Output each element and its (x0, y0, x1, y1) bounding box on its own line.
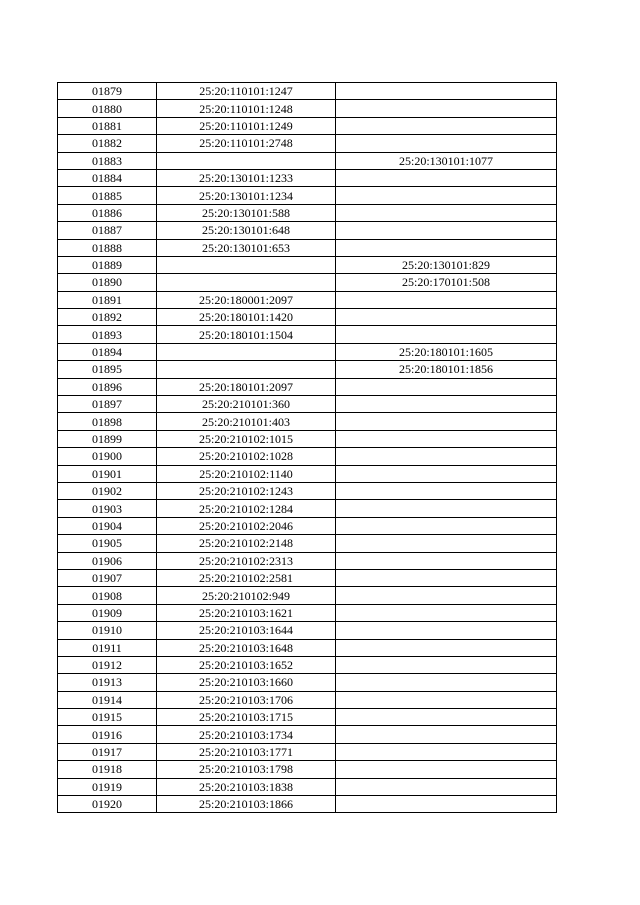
cadastral-number-alt-cell (336, 778, 557, 795)
row-number-cell: 01911 (58, 639, 157, 656)
cadastral-number-cell: 25:20:210102:1243 (157, 482, 336, 499)
row-number-cell: 01914 (58, 691, 157, 708)
cadastral-number-cell: 25:20:210102:949 (157, 587, 336, 604)
row-number-cell: 01915 (58, 709, 157, 726)
cadastral-number-alt-cell: 25:20:180101:1605 (336, 343, 557, 360)
table-row (58, 500, 557, 517)
table-row (58, 552, 557, 569)
cadastral-number-alt-cell (336, 569, 557, 586)
table-row (58, 378, 557, 395)
table-row (58, 187, 557, 204)
cadastral-number-cell: 25:20:210102:2046 (157, 517, 336, 534)
cadastral-number-alt-cell (336, 691, 557, 708)
table-body (58, 83, 557, 813)
row-number-cell: 01879 (58, 83, 157, 100)
row-number-cell: 01898 (58, 413, 157, 430)
row-number-cell: 01881 (58, 117, 157, 134)
cadastral-number-alt-cell (336, 326, 557, 343)
cadastral-number-cell: 25:20:210103:1652 (157, 656, 336, 673)
cadastral-number-cell: 25:20:210102:1028 (157, 448, 336, 465)
cadastral-number-alt-cell: 25:20:130101:1077 (336, 152, 557, 169)
cadastral-number-cell: 25:20:130101:1234 (157, 187, 336, 204)
cadastral-number-alt-cell (336, 187, 557, 204)
row-number-cell: 01910 (58, 622, 157, 639)
cadastral-number-cell: 25:20:110101:1249 (157, 117, 336, 134)
cadastral-number-cell: 25:20:210101:403 (157, 413, 336, 430)
cadastral-number-alt-cell (336, 465, 557, 482)
cadastral-number-alt-cell: 25:20:180101:1856 (336, 361, 557, 378)
cadastral-number-cell: 25:20:180001:2097 (157, 291, 336, 308)
cadastral-number-cell (157, 256, 336, 273)
cadastral-number-cell: 25:20:130101:653 (157, 239, 336, 256)
row-number-cell: 01909 (58, 604, 157, 621)
cadastral-number-alt-cell (336, 204, 557, 221)
cadastral-number-alt-cell (336, 100, 557, 117)
row-number-cell: 01904 (58, 517, 157, 534)
cadastral-number-cell: 25:20:210102:2313 (157, 552, 336, 569)
table-row (58, 204, 557, 221)
row-number-cell: 01894 (58, 343, 157, 360)
row-number-cell: 01917 (58, 743, 157, 760)
row-number-cell: 01884 (58, 169, 157, 186)
cadastral-number-alt-cell (336, 674, 557, 691)
cadastral-number-cell: 25:20:180101:1504 (157, 326, 336, 343)
table-row (58, 274, 557, 291)
row-number-cell: 01903 (58, 500, 157, 517)
cadastral-number-alt-cell (336, 796, 557, 813)
cadastral-number-alt-cell (336, 378, 557, 395)
row-number-cell: 01885 (58, 187, 157, 204)
cadastral-number-cell: 25:20:210103:1771 (157, 743, 336, 760)
cadastral-number-cell: 25:20:210102:2148 (157, 535, 336, 552)
table-row (58, 517, 557, 534)
cadastral-number-alt-cell (336, 430, 557, 447)
cadastral-number-alt-cell (336, 135, 557, 152)
cadastral-number-alt-cell (336, 639, 557, 656)
row-number-cell: 01905 (58, 535, 157, 552)
cadastral-number-cell: 25:20:210103:1644 (157, 622, 336, 639)
row-number-cell: 01901 (58, 465, 157, 482)
row-number-cell: 01900 (58, 448, 157, 465)
cadastral-number-alt-cell (336, 83, 557, 100)
table-row (58, 169, 557, 186)
row-number-cell: 01891 (58, 291, 157, 308)
row-number-cell: 01883 (58, 152, 157, 169)
cadastral-number-cell: 25:20:210102:1284 (157, 500, 336, 517)
row-number-cell: 01888 (58, 239, 157, 256)
table-row (58, 100, 557, 117)
cadastral-number-alt-cell (336, 743, 557, 760)
cadastral-number-cell: 25:20:210103:1706 (157, 691, 336, 708)
table-row (58, 448, 557, 465)
cadastral-number-alt-cell (336, 726, 557, 743)
table-row (58, 361, 557, 378)
row-number-cell: 01897 (58, 396, 157, 413)
table-row (58, 83, 557, 100)
row-number-cell: 01916 (58, 726, 157, 743)
cadastral-number-cell: 25:20:130101:648 (157, 222, 336, 239)
table-row (58, 674, 557, 691)
row-number-cell: 01899 (58, 430, 157, 447)
row-number-cell: 01912 (58, 656, 157, 673)
table-row (58, 587, 557, 604)
row-number-cell: 01890 (58, 274, 157, 291)
table-row (58, 482, 557, 499)
cadastral-number-cell (157, 274, 336, 291)
table-row (58, 309, 557, 326)
table-row (58, 622, 557, 639)
cadastral-number-cell: 25:20:110101:2748 (157, 135, 336, 152)
row-number-cell: 01887 (58, 222, 157, 239)
row-number-cell: 01908 (58, 587, 157, 604)
table-row (58, 796, 557, 813)
cadastral-number-alt-cell: 25:20:170101:508 (336, 274, 557, 291)
cadastral-number-alt-cell (336, 587, 557, 604)
cadastral-number-alt-cell (336, 222, 557, 239)
table-row (58, 709, 557, 726)
cadastral-number-cell: 25:20:210103:1866 (157, 796, 336, 813)
table-row (58, 343, 557, 360)
cadastral-number-alt-cell (336, 535, 557, 552)
row-number-cell: 01893 (58, 326, 157, 343)
cadastral-number-alt-cell (336, 500, 557, 517)
row-number-cell: 01906 (58, 552, 157, 569)
row-number-cell: 01896 (58, 378, 157, 395)
table-row (58, 604, 557, 621)
row-number-cell: 01907 (58, 569, 157, 586)
row-number-cell: 01918 (58, 761, 157, 778)
table-row (58, 291, 557, 308)
cadastral-number-alt-cell (336, 604, 557, 621)
cadastral-number-cell: 25:20:110101:1248 (157, 100, 336, 117)
cadastral-number-cell (157, 361, 336, 378)
cadastral-number-alt-cell (336, 396, 557, 413)
row-number-cell: 01895 (58, 361, 157, 378)
cadastral-number-cell (157, 152, 336, 169)
row-number-cell: 01889 (58, 256, 157, 273)
cadastral-number-cell: 25:20:180101:1420 (157, 309, 336, 326)
table-row (58, 222, 557, 239)
table-row (58, 430, 557, 447)
table-row (58, 656, 557, 673)
row-number-cell: 01913 (58, 674, 157, 691)
cadastral-number-alt-cell (336, 291, 557, 308)
table-row (58, 135, 557, 152)
cadastral-number-alt-cell (336, 622, 557, 639)
cadastral-number-cell: 25:20:210103:1621 (157, 604, 336, 621)
table-row (58, 117, 557, 134)
cadastral-number-cell: 25:20:180101:2097 (157, 378, 336, 395)
cadastral-number-alt-cell (336, 169, 557, 186)
table-row (58, 691, 557, 708)
cadastral-number-cell: 25:20:210102:2581 (157, 569, 336, 586)
table-row (58, 569, 557, 586)
table-row (58, 726, 557, 743)
cadastral-number-cell: 25:20:210103:1660 (157, 674, 336, 691)
table-row (58, 535, 557, 552)
cadastral-number-alt-cell (336, 656, 557, 673)
table-row (58, 639, 557, 656)
cadastral-number-alt-cell (336, 239, 557, 256)
cadastral-number-alt-cell (336, 117, 557, 134)
table-row (58, 413, 557, 430)
cadastral-number-cell: 25:20:130101:588 (157, 204, 336, 221)
cadastral-number-cell: 25:20:210102:1015 (157, 430, 336, 447)
row-number-cell: 01886 (58, 204, 157, 221)
table-row (58, 326, 557, 343)
cadastral-number-cell: 25:20:130101:1233 (157, 169, 336, 186)
cadastral-number-alt-cell (336, 517, 557, 534)
row-number-cell: 01902 (58, 482, 157, 499)
cadastral-number-cell: 25:20:210101:360 (157, 396, 336, 413)
cadastral-number-cell: 25:20:210103:1648 (157, 639, 336, 656)
row-number-cell: 01892 (58, 309, 157, 326)
table-row (58, 152, 557, 169)
table-row (58, 778, 557, 795)
table-row (58, 743, 557, 760)
cadastral-number-alt-cell (336, 709, 557, 726)
cadastral-number-cell: 25:20:210103:1838 (157, 778, 336, 795)
table-row (58, 396, 557, 413)
cadastral-number-cell: 25:20:210103:1715 (157, 709, 336, 726)
cadastral-number-cell: 25:20:110101:1247 (157, 83, 336, 100)
table-row (58, 239, 557, 256)
cadastral-number-alt-cell (336, 552, 557, 569)
cadastral-number-alt-cell (336, 309, 557, 326)
cadastral-number-alt-cell (336, 413, 557, 430)
cadastral-number-cell: 25:20:210103:1734 (157, 726, 336, 743)
row-number-cell: 01880 (58, 100, 157, 117)
row-number-cell: 01920 (58, 796, 157, 813)
cadastral-number-alt-cell (336, 761, 557, 778)
cadastral-number-alt-cell (336, 482, 557, 499)
cadastral-number-cell (157, 343, 336, 360)
table-row (58, 761, 557, 778)
table-row (58, 256, 557, 273)
table-row (58, 465, 557, 482)
data-table (57, 82, 557, 813)
cadastral-number-alt-cell (336, 448, 557, 465)
cadastral-number-cell: 25:20:210103:1798 (157, 761, 336, 778)
cadastral-number-alt-cell: 25:20:130101:829 (336, 256, 557, 273)
row-number-cell: 01919 (58, 778, 157, 795)
cadastral-number-cell: 25:20:210102:1140 (157, 465, 336, 482)
row-number-cell: 01882 (58, 135, 157, 152)
